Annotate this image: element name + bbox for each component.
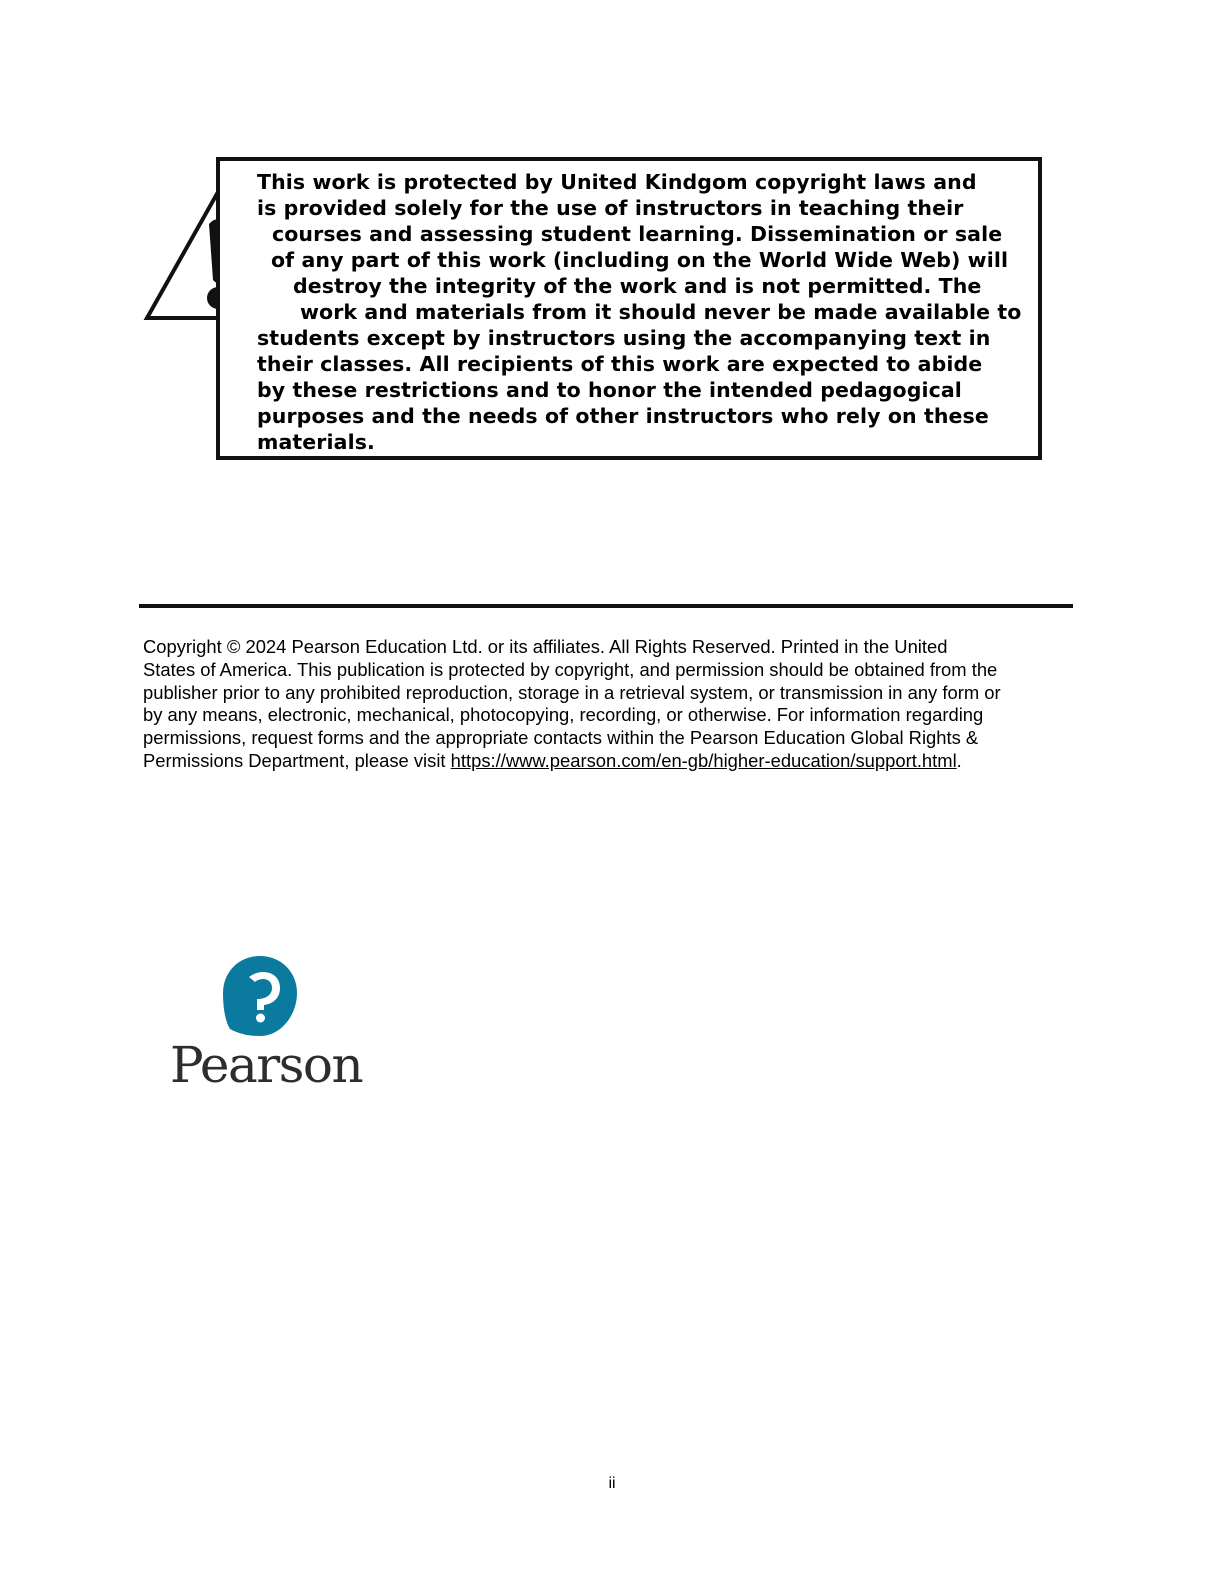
warning-line: by these restrictions and to honor the intended pedagogical [257, 378, 962, 402]
pearson-wordmark: Pearson [170, 1036, 363, 1094]
warning-line: materials. [257, 430, 375, 454]
copyright-warning-text [257, 169, 1047, 455]
copyright-line: States of America. This publication is protected by copyright, and permission should be obtained from the [143, 658, 998, 680]
warning-line: courses and assessing student learning. Dissemination or sale [272, 222, 1003, 246]
copyright-line: Copyright © 2024 Pearson Education Ltd. or its affiliates. All Rights Reserved. Printed in the United [143, 636, 948, 657]
warning-line: students except by instructors using the accompanying text in [257, 326, 991, 350]
copyright-line: permissions, request forms and the appropriate contacts within the Pearson Education Global Rights & [143, 727, 979, 749]
copyright-line: by any means, electronic, mechanical, photocopying, recording, or otherwise. For information regarding [143, 704, 984, 726]
warning-line: work and materials from it should never be made available to [300, 300, 1022, 324]
warning-line: their classes. All recipients of this work are expected to abide [257, 352, 983, 376]
section-divider [139, 604, 1073, 608]
pearson-p-logo-icon [222, 955, 298, 1037]
warning-line: is provided solely for the use of instructors in teaching their [257, 196, 964, 220]
copyright-line: publisher prior to any prohibited reproduction, storage in a retrieval system, or transmission in any form or [143, 681, 1001, 703]
copyright-notice [143, 636, 1083, 773]
copyright-line-suffix: . [956, 749, 962, 771]
pearson-logo [170, 955, 363, 1095]
warning-line: This work is protected by United Kindgom copyright laws and [257, 170, 977, 194]
warning-line: purposes and the needs of other instructors who rely on these [257, 404, 989, 428]
copyright-line [143, 750, 1083, 773]
pearson-support-link[interactable]: https://www.pearson.com/en-gb/higher-education/support.html [450, 749, 957, 771]
warning-line: destroy the integrity of the work and is not permitted. The [293, 274, 982, 298]
copyright-line-prefix: Permissions Department, please visit [143, 749, 451, 771]
page-number: ii [608, 1475, 616, 1492]
warning-line: of any part of this work (including on the World Wide Web) will [271, 248, 1009, 272]
